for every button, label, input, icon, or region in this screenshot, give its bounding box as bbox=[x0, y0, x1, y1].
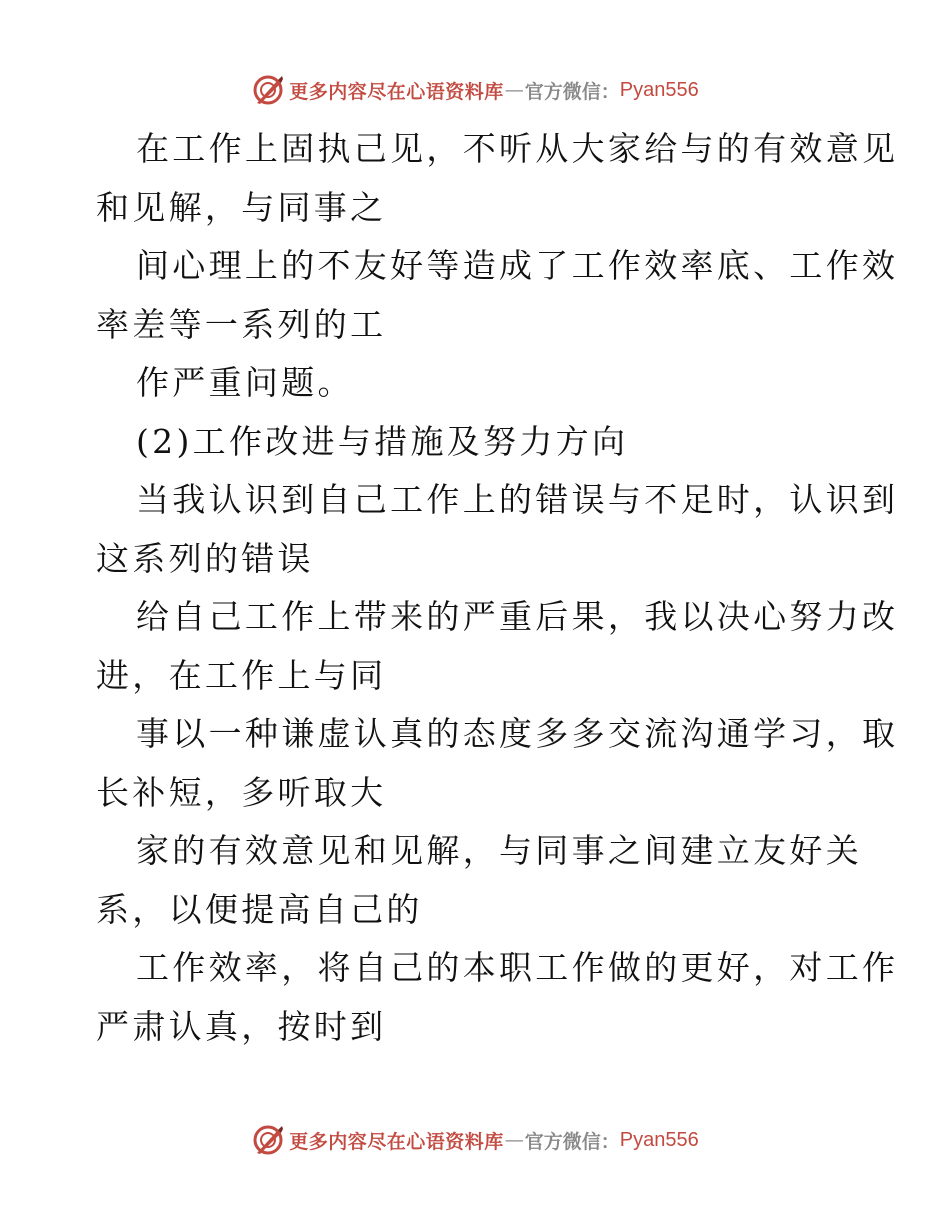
text-line: 和见解，与同事之 bbox=[96, 187, 387, 227]
section-heading: (2)工作改进与措施及努力方向 bbox=[136, 421, 629, 461]
text-line: 这系列的错误 bbox=[96, 538, 314, 578]
text-line: 间心理上的不友好等造成了工作效率底、工作效 bbox=[136, 246, 899, 285]
banner-wechat-id: Pyan556 bbox=[619, 1128, 699, 1151]
text-line: 在工作上固执己见，不听从大家给与的有效意见 bbox=[136, 129, 899, 168]
footer-banner bbox=[0, 1120, 950, 1160]
text-line: 给自己工作上带来的严重后果，我以决心努力改 bbox=[136, 597, 899, 636]
text-line: 家的有效意见和见解，与同事之间建立友好关 bbox=[136, 831, 862, 870]
banner-site-text: 更多内容尽在心语资料库 bbox=[289, 80, 504, 103]
text-line: 作严重问题。 bbox=[136, 363, 354, 402]
text-line: 当我认识到自己工作上的错误与不足时，认识到 bbox=[136, 480, 899, 519]
text-line: 工作效率，将自己的本职工作做的更好，对工作 bbox=[136, 948, 899, 987]
banner-dash: — bbox=[504, 1129, 524, 1151]
text-line: 严肃认真，按时到 bbox=[96, 1006, 387, 1046]
text-line: 系，以便提高自己的 bbox=[96, 889, 423, 929]
text-line: 长补短，多听取大 bbox=[96, 772, 387, 812]
text-line: 率差等一系列的工 bbox=[96, 304, 387, 344]
text-line: 进，在工作上与同 bbox=[96, 655, 387, 695]
pen-logo-icon bbox=[251, 73, 285, 107]
banner-dash: — bbox=[504, 79, 524, 101]
banner-wechat-id: Pyan556 bbox=[619, 78, 699, 101]
banner-wechat-label: 官方微信： bbox=[524, 1130, 620, 1153]
pen-logo-icon bbox=[251, 1123, 285, 1157]
banner-wechat-label: 官方微信： bbox=[524, 80, 620, 103]
text-line: 事以一种谦虚认真的态度多多交流沟通学习，取 bbox=[136, 714, 899, 753]
header-banner bbox=[0, 70, 950, 110]
document-body bbox=[96, 120, 899, 1056]
banner-site-text: 更多内容尽在心语资料库 bbox=[289, 1130, 504, 1153]
